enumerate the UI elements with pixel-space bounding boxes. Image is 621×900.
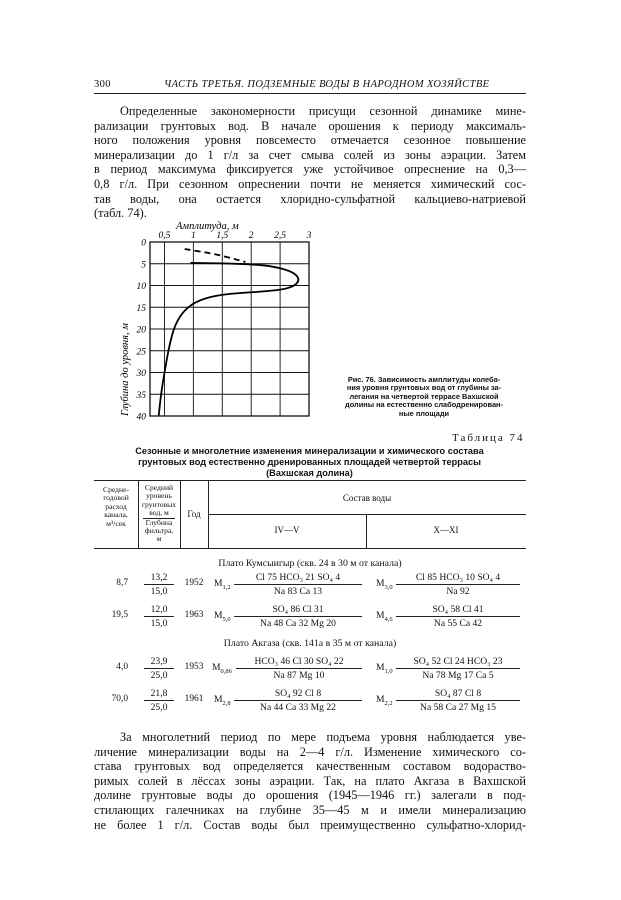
x-tick-label: 0,5 bbox=[158, 231, 171, 241]
section-title: Плато Кумсыигыр (скв. 24 в 30 м от канала) bbox=[218, 558, 402, 569]
paragraph-line: За многолетний период по мере подъема уровня наблюдается уве- bbox=[120, 730, 526, 744]
y-tick-label: 15 bbox=[136, 303, 146, 314]
mineralization-label: $M_{3,0}$ bbox=[376, 578, 393, 591]
caption-line: ные площади bbox=[398, 408, 450, 418]
paragraph-line: римых солей в лёссах зоны аэрации. Так, на плато Акгаза в Вахшской bbox=[94, 773, 526, 788]
cell-year: 1952 bbox=[184, 578, 204, 588]
header-composition: Состав воды bbox=[342, 493, 392, 503]
y-tick-label: 10 bbox=[136, 282, 146, 292]
y-tick-label: 40 bbox=[136, 412, 146, 423]
cell-year: 1963 bbox=[184, 610, 204, 620]
y-tick-label: 35 bbox=[136, 390, 146, 401]
formula-autumn: SO₄ 52 Cl 24 HCO₃ 23 Na 78 Mg 17 Ca 5 bbox=[396, 656, 520, 681]
paragraph-line: става грунтовых вод определяется качественным составом водораство- bbox=[94, 759, 526, 774]
table-top-rule bbox=[94, 480, 526, 481]
paragraph-line: ного положения уровня повсеместо отмечается сезонное повышение bbox=[94, 133, 526, 148]
header-flow: Средне- годовой расход канала, м³/сек bbox=[103, 485, 129, 528]
cell-flow: 8,7 bbox=[116, 578, 128, 588]
formula-spring: $\frac{\text{SO₄ 86 Cl 31}}{Na 48 Ca 32 Mg 20}$ bbox=[234, 604, 362, 629]
table-subheader-rule bbox=[208, 514, 526, 515]
paragraph-line: долине грунтовые воды до орошения (1945—1946 гг.) залегали в под- bbox=[94, 788, 526, 803]
y-tick-label: 25 bbox=[136, 347, 146, 358]
x-axis-label: Амплитуда, м bbox=[176, 221, 239, 232]
header-rule bbox=[94, 93, 526, 94]
caption-line: Рис. 76. Зависимость амплитуды колеба- bbox=[347, 375, 501, 384]
cell-level-depth: $\frac{21,8}{25,0}$ bbox=[144, 688, 174, 713]
caption-line: долины на естественно слабодренирован- bbox=[345, 400, 503, 410]
cell-flow: 4,0 bbox=[116, 662, 128, 672]
formula-spring: Cl 75 HCO₃ 21 SO₄ 4 Na 83 Ca 13 bbox=[234, 572, 362, 597]
x-tick-label: 2 bbox=[248, 231, 254, 241]
header-season-spring: IV—V bbox=[274, 525, 300, 535]
amplitude-depth-chart bbox=[110, 214, 325, 426]
paragraph-line: в период максимума фиксируется уже устойчивое опреснение на 0,3— bbox=[94, 162, 526, 177]
paragraph-1 bbox=[94, 104, 526, 221]
caption-line: легания на четвертой террасе Вахшской bbox=[349, 391, 499, 401]
y-tick-label: 20 bbox=[136, 325, 146, 336]
mineralization-label: $M_{1,0}$ bbox=[376, 662, 393, 675]
paragraph-line: рализации грунтовых вод. В начале орошения к периоду максималь- bbox=[94, 118, 526, 133]
section-title: Плато Акгаза (скв. 141а в 35 м от канала) bbox=[223, 638, 397, 649]
table-header-rule bbox=[94, 548, 526, 549]
paragraph-line: минерализации до 1 г/л за счет смыва солей из зоны аэрации. Затем bbox=[94, 147, 526, 162]
cell-level-depth: $\frac{13,2}{15,0}$ bbox=[144, 572, 174, 597]
mineralization-label: $M_{2,2}$ bbox=[376, 694, 393, 707]
header-season-autumn: X—XI bbox=[433, 525, 459, 535]
y-axis-label: Глубина до уровня, м bbox=[120, 323, 131, 416]
mineralization-label: $M_{0,86}$ bbox=[212, 662, 232, 675]
y-tick-label: 5 bbox=[141, 260, 146, 271]
cell-year: 1961 bbox=[184, 694, 204, 704]
water-composition-table bbox=[94, 480, 526, 720]
table-title-line: грунтовых вод естественно дренированных площадей четвертой террасы bbox=[138, 457, 481, 467]
header-level: Средний уровень грунтовых вод, м Глубина фильтра, м bbox=[141, 483, 177, 544]
formula-autumn: Cl 85 HCO₃ 10 SO₄ 4 Na 92 bbox=[396, 572, 520, 597]
running-title: ЧАСТЬ ТРЕТЬЯ. ПОДЗЕМНЫЕ ВОДЫ В НАРОДНОМ ХОЗЯЙСТВЕ bbox=[164, 79, 490, 90]
paragraph-line: тав воды, она остается хлоридно-сульфатной кальциево-натриевой bbox=[94, 191, 526, 206]
cell-year: 1953 bbox=[184, 662, 204, 672]
table-number: Таблица 74 bbox=[452, 432, 525, 444]
mineralization-label: $M_{4,6}$ bbox=[376, 610, 393, 623]
mineralization-label: $M_{1,2}$ bbox=[214, 578, 231, 591]
y-tick-label: 30 bbox=[136, 369, 146, 379]
formula-spring: HCO₃ 46 Cl 30 SO₄ 22 Na 87 Mg 10 bbox=[236, 656, 362, 681]
paragraph-2 bbox=[94, 730, 526, 832]
paragraph-line: не более 1 г/л. Состав воды был преимущественно сульфатно-хлорид- bbox=[94, 817, 526, 832]
mineralization-label: $M_{2,8}$ bbox=[214, 694, 231, 707]
cell-level-depth: $\frac{12,0}{15,0}$ bbox=[144, 604, 174, 629]
header-year: Год bbox=[187, 509, 201, 519]
cell-level-depth: $\frac{23,9}{25,0}$ bbox=[144, 656, 174, 681]
cell-flow: 19,5 bbox=[111, 610, 128, 620]
table-title bbox=[112, 446, 507, 479]
x-tick-label: 1,5 bbox=[216, 231, 229, 241]
paragraph-line: личение минерализации воды на 2—4 г/л. Изменение химического со- bbox=[94, 744, 526, 759]
table-title-line: (Вахшская долина) bbox=[266, 468, 353, 478]
figure-caption bbox=[326, 376, 522, 418]
x-tick-label: 3 bbox=[306, 231, 312, 241]
y-tick-label: 0 bbox=[141, 238, 146, 249]
x-tick-label: 1 bbox=[190, 231, 196, 241]
paragraph-line: Определенные закономерности присущи сезонной динамике мине- bbox=[120, 104, 526, 118]
chart-lines bbox=[159, 249, 299, 416]
page-number: 300 bbox=[94, 79, 111, 90]
cell-flow: 70,0 bbox=[111, 694, 128, 704]
caption-line: ния уровня грунтовых вод от глубины за- bbox=[346, 383, 502, 393]
formula-autumn: $\frac{\text{SO₄ 58 Cl 41}}{Na 55 Ca 42}$ bbox=[396, 604, 520, 629]
mineralization-label: $M_{5,0}$ bbox=[214, 610, 231, 623]
table-title-line: Сезонные и многолетние изменения минерализации и химического состава bbox=[135, 446, 484, 456]
paragraph-line: стилающих галечниках на глубине 35—45 м и имели минерализацию bbox=[94, 802, 526, 817]
x-tick-label: 2,5 bbox=[274, 231, 287, 241]
paragraph-line: (табл. 74). bbox=[94, 206, 147, 221]
formula-autumn: $\frac{\text{SO₄ 87 Cl 8}}{Na 58 Ca 27 Mg 15}$ bbox=[396, 688, 520, 713]
formula-spring: $\frac{\text{SO₄ 92 Cl 8}}{Na 44 Ca 33 Mg 22}$ bbox=[234, 688, 362, 713]
paragraph-line: 0,8 г/л. При сезонном опреснении почти не меняется химический сос- bbox=[94, 176, 526, 191]
